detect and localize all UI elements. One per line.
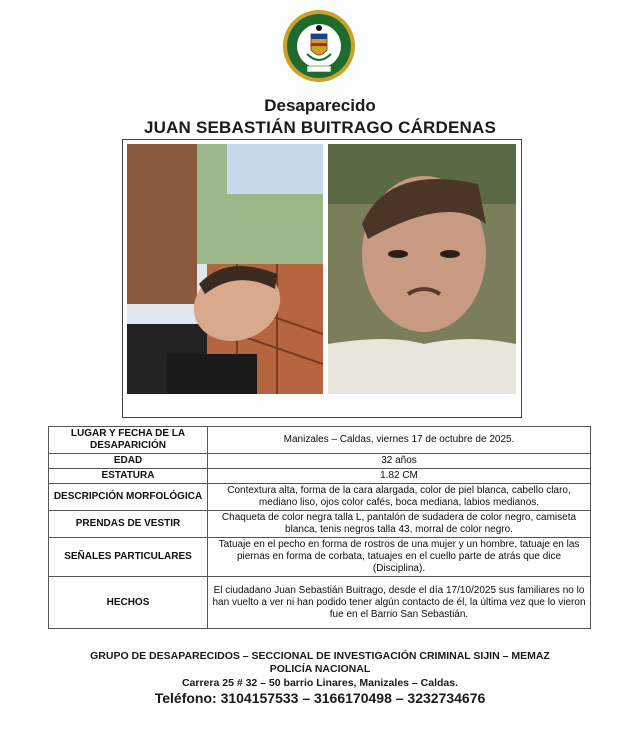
person-photo-icon (127, 144, 323, 394)
detail-value: Contextura alta, forma de la cara alargada, color de piel blanca, cabello claro, mediano liso, ojos color cafés, boca mediana, labios medianos. (208, 484, 591, 511)
details-table (48, 426, 591, 629)
table-row (49, 469, 591, 484)
footer-address: Carrera 25 # 32 – 50 barrio Linares, Manizales – Caldas. (181, 677, 459, 689)
table-row (49, 454, 591, 469)
detail-label: EDAD (49, 454, 208, 469)
detail-value: Tatuaje en el pecho en forma de rostros de una mujer y un hombre, tatuaje en las piernas en forma de corbata, tatuajes en el cuello parte de atrás que dice (Disciplina). (208, 538, 591, 577)
photos-frame (122, 139, 522, 418)
detail-value: 32 años (208, 454, 591, 469)
detail-label: DESCRIPCIÓN MORFOLÓGICA (49, 484, 208, 511)
table-row (49, 484, 591, 511)
footer-phones: Teléfono: 3104157533 – 3166170498 – 3232734676 (154, 690, 486, 706)
detail-value: El ciudadano Juan Sebastián Buitrago, desde el día 17/10/2025 sus familiares no lo han vuelto a ver ni han podido tener algún contacto de él, la última vez que lo vieron fue en el Barrio San Sebastián. (208, 577, 591, 629)
footer-group: GRUPO DE DESAPARECIDOS – SECCIONAL DE INVESTIGACIÓN CRIMINAL SIJIN – MEMAZ (90, 650, 550, 662)
table-row (49, 511, 591, 538)
detail-label: HECHOS (49, 577, 208, 629)
person-photo-icon (328, 144, 516, 394)
detail-label: LUGAR Y FECHA DE LA DESAPARICIÓN (49, 427, 208, 454)
table-row (49, 538, 591, 577)
footer-agency: POLICÍA NACIONAL (269, 663, 371, 675)
person-name: JUAN SEBASTIÁN BUITRAGO CÁRDENAS (143, 118, 497, 137)
detail-value: Manizales – Caldas, viernes 17 de octubre de 2025. (208, 427, 591, 454)
detail-label: SEÑALES PARTICULARES (49, 538, 208, 577)
detail-label: ESTATURA (49, 469, 208, 484)
detail-value: Chaqueta de color negra talla L, pantalón de sudadera de color negro, camiseta blanca, tenis negros talla 43, morral de color negro. (208, 511, 591, 538)
table-row (49, 427, 591, 454)
police-emblem-icon (281, 8, 357, 84)
detail-label: PRENDAS DE VESTIR (49, 511, 208, 538)
detail-value: 1.82 CM (208, 469, 591, 484)
status-title: Desaparecido (264, 96, 376, 115)
table-row (49, 577, 591, 629)
